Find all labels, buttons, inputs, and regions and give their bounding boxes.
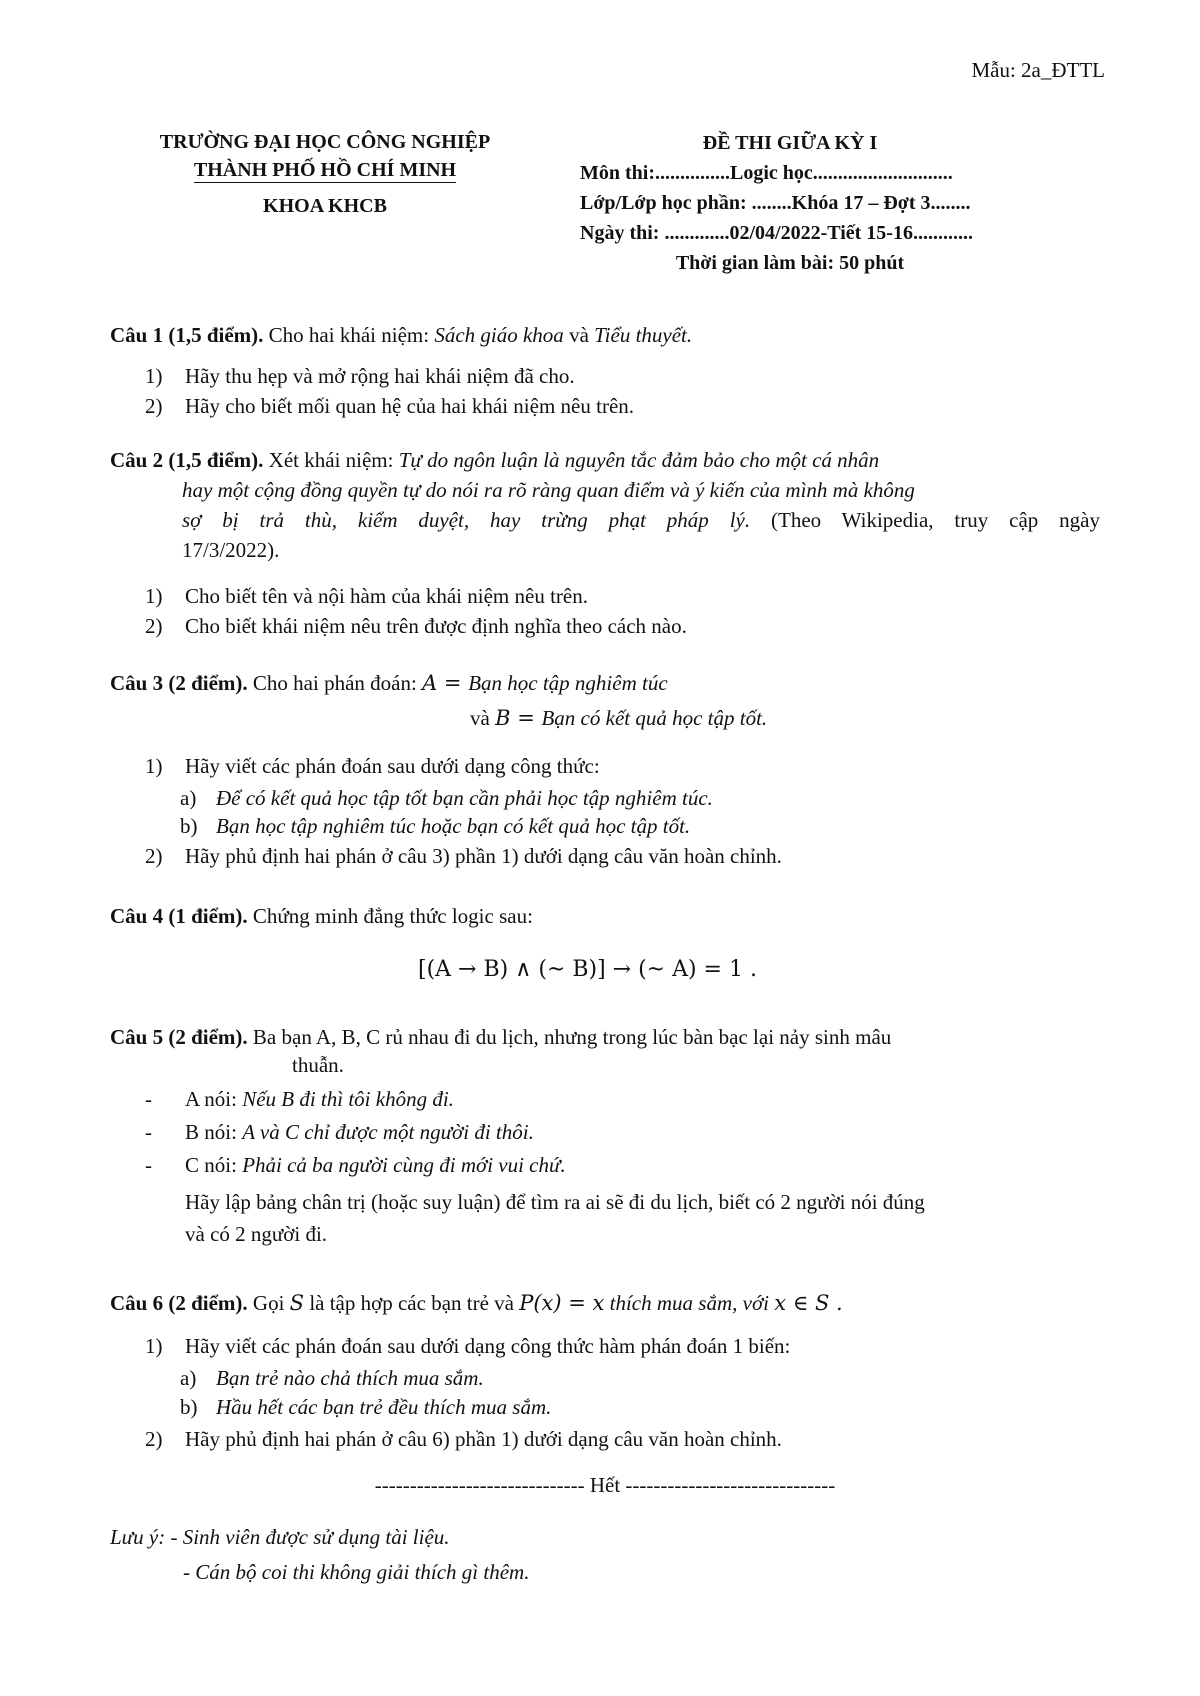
faculty-name: KHOA KHCB [263, 195, 387, 217]
speaker-quote: Phải cả ba người cùng đi mới vui chứ. [242, 1153, 566, 1177]
question-1-intro: Cho hai khái niệm: [268, 323, 430, 347]
question-6-intro-a: Gọi [252, 1291, 285, 1315]
equals-sign: = [510, 706, 542, 730]
question-5-head: Câu 5 (2 điểm). [110, 1025, 248, 1049]
statement-c [145, 1150, 1095, 1180]
question-5-intro-cont: thuẫn. [292, 1053, 344, 1077]
task-line-2: và có 2 người đi. [185, 1222, 328, 1246]
end-marker: ------------------------------ Hết ------------------------------ [374, 1473, 836, 1497]
dash-marker: - [145, 1153, 152, 1177]
note-1: - Sinh viên được sử dụng tài liệu. [170, 1525, 450, 1549]
item-text: Hãy viết các phán đoán sau dưới dạng công thức: [185, 754, 600, 778]
sub-item-letter: b) [180, 814, 198, 838]
dash-marker: - [145, 1087, 152, 1111]
item-number: 1) [145, 1334, 163, 1358]
dash-marker: - [145, 1120, 152, 1144]
form-code: Mẫu: 2a_ĐTTL [971, 58, 1105, 82]
concept-definition-3-row [182, 505, 1100, 535]
list-item [145, 752, 1095, 780]
sub-item-text: Bạn học tập nghiêm túc hoặc bạn có kết quả học tập tốt. [216, 814, 691, 838]
question-5 [110, 1022, 1100, 1052]
item-number: 1) [145, 584, 163, 608]
var-b: B [495, 706, 511, 730]
and-word: và [470, 706, 490, 730]
item-text: Hãy phủ định hai phán ở câu 6) phần 1) dưới dạng câu văn hoàn chỉnh. [185, 1427, 782, 1451]
statement-a [145, 1084, 1095, 1114]
question-4-intro: Chứng minh đẳng thức logic sau: [252, 904, 533, 928]
question-5-task [185, 1186, 1105, 1250]
subject-row [580, 158, 1100, 188]
duration: Thời gian làm bài: 50 phút [675, 252, 905, 274]
source-citation-date: 17/3/2022). [182, 538, 280, 562]
notes-label: Lưu ý: [110, 1525, 166, 1549]
sub-item-letter: b) [180, 1395, 198, 1419]
set-s: S [289, 1291, 305, 1315]
sub-item-text: Hầu hết các bạn trẻ đều thích mua sắm. [216, 1395, 552, 1419]
question-6-head: Câu 6 (2 điểm). [110, 1291, 248, 1315]
item-text: Hãy phủ định hai phán ở câu 3) phần 1) dưới dạng câu văn hoàn chỉnh. [185, 844, 782, 868]
question-1-head: Câu 1 (1,5 điểm). [110, 323, 264, 347]
question-2 [110, 445, 1100, 475]
var-a: A [422, 671, 438, 695]
sub-item [180, 812, 1080, 840]
sub-item-text: Để có kết quả học tập tốt bạn cần phải học tập nghiêm túc. [216, 786, 713, 810]
question-4 [110, 901, 1100, 931]
item-number: 2) [145, 844, 163, 868]
question-6 [110, 1288, 1100, 1318]
item-text: Hãy viết các phán đoán sau dưới dạng công thức hàm phán đoán 1 biến: [185, 1334, 791, 1358]
notes-section [110, 1522, 450, 1552]
proposition-b: Bạn có kết quả học tập tốt. [541, 706, 768, 730]
item-number: 2) [145, 614, 163, 638]
concept-a: Sách giáo khoa [434, 323, 564, 347]
concept-definition-3: sợ bị trả thù, kiểm duyệt, hay trừng phạt pháp lý. [182, 508, 751, 532]
question-4-head: Câu 4 (1 điểm). [110, 904, 248, 928]
and-word: và [569, 323, 589, 347]
speaker-label: B nói: [185, 1120, 237, 1144]
source-citation: (Theo Wikipedia, truy cập ngày [771, 508, 1100, 532]
list-item [145, 842, 1095, 870]
predicate-text: thích mua sắm, với [609, 1291, 769, 1315]
date-row [580, 218, 1100, 248]
item-number: 1) [145, 364, 163, 388]
list-item [145, 582, 1095, 610]
exam-info [580, 128, 1100, 278]
school-name-line2: THÀNH PHỐ HỒ CHÍ MINH [193, 159, 457, 181]
school-header [110, 128, 540, 220]
sub-item-letter: a) [180, 786, 197, 810]
question-3-head: Câu 3 (2 điểm). [110, 671, 248, 695]
question-6-intro-b: là tập hợp các bạn trẻ và [309, 1291, 514, 1315]
question-5-intro: Ba bạn A, B, C rủ nhau đi du lịch, nhưng trong lúc bàn bạc lại nảy sinh mâu [252, 1025, 892, 1049]
item-number: 1) [145, 754, 163, 778]
subject-label: Môn thi: [580, 162, 655, 184]
question-3-intro: Cho hai phán đoán: [252, 671, 417, 695]
sub-item [180, 1364, 1080, 1392]
class-value: ........Khóa 17 – Đợt 3........ [751, 192, 971, 214]
question-1 [110, 320, 1100, 350]
concept-definition-2: hay một cộng đồng quyền tự do nói ra rõ ràng quan điểm và ý kiến của mình mà không [182, 478, 915, 502]
list-item [145, 392, 1095, 420]
logic-formula: [(A → B) ∧ (~ B)] → (~ A) = 1 . [418, 957, 757, 982]
item-text: Cho biết tên và nội hàm của khái niệm nêu trên. [185, 584, 588, 608]
sub-item-letter: a) [180, 1366, 197, 1390]
sub-item [180, 784, 1080, 812]
item-text: Cho biết khái niệm nêu trên được định nghĩa theo cách nào. [185, 614, 687, 638]
concept-b: Tiểu thuyết. [594, 323, 693, 347]
question-2-head: Câu 2 (1,5 điểm). [110, 448, 264, 472]
statement-b [145, 1117, 1095, 1147]
subject-value: ...............Logic học............................ [655, 162, 953, 184]
speaker-quote: A và C chỉ được một người đi thôi. [242, 1120, 534, 1144]
predicate-formula: P(x) = x [519, 1291, 605, 1315]
concept-definition-1: Tự do ngôn luận là nguyên tắc đảm bảo cho một cá nhân [398, 448, 880, 472]
proposition-a: Bạn học tập nghiêm túc [468, 671, 668, 695]
proposition-b-row [470, 703, 767, 733]
list-item [145, 1332, 1095, 1360]
item-text: Hãy thu hẹp và mở rộng hai khái niệm đã cho. [185, 364, 575, 388]
domain-condition: x ∈ S . [774, 1291, 843, 1315]
school-name-line1: TRƯỜNG ĐẠI HỌC CÔNG NGHIỆP [159, 131, 491, 153]
date-value: .............02/04/2022-Tiết 15-16............ [664, 222, 973, 244]
equals-sign: = [437, 671, 469, 695]
date-label: Ngày thi: [580, 222, 660, 244]
note-2: - Cán bộ coi thi không giải thích gì thêm. [183, 1560, 530, 1584]
item-number: 2) [145, 394, 163, 418]
speaker-label: C nói: [185, 1153, 237, 1177]
list-item [145, 1425, 1095, 1453]
list-item [145, 362, 1095, 390]
question-3 [110, 668, 1100, 698]
sub-item-text: Bạn trẻ nào chả thích mua sắm. [216, 1366, 484, 1390]
task-line-1: Hãy lập bảng chân trị (hoặc suy luận) để tìm ra ai sẽ đi du lịch, biết có 2 người nói đúng [185, 1190, 925, 1214]
list-item [145, 612, 1095, 640]
item-number: 2) [145, 1427, 163, 1451]
item-text: Hãy cho biết mối quan hệ của hai khái niệm nêu trên. [185, 394, 635, 418]
question-2-intro: Xét khái niệm: [268, 448, 394, 472]
speaker-quote: Nếu B đi thì tôi không đi. [242, 1087, 454, 1111]
class-label: Lớp/Lớp học phần: [580, 192, 747, 214]
exam-title: ĐỀ THI GIỮA KỲ I [702, 132, 878, 154]
class-row [580, 188, 1100, 218]
speaker-label: A nói: [185, 1087, 237, 1111]
sub-item [180, 1393, 1080, 1421]
